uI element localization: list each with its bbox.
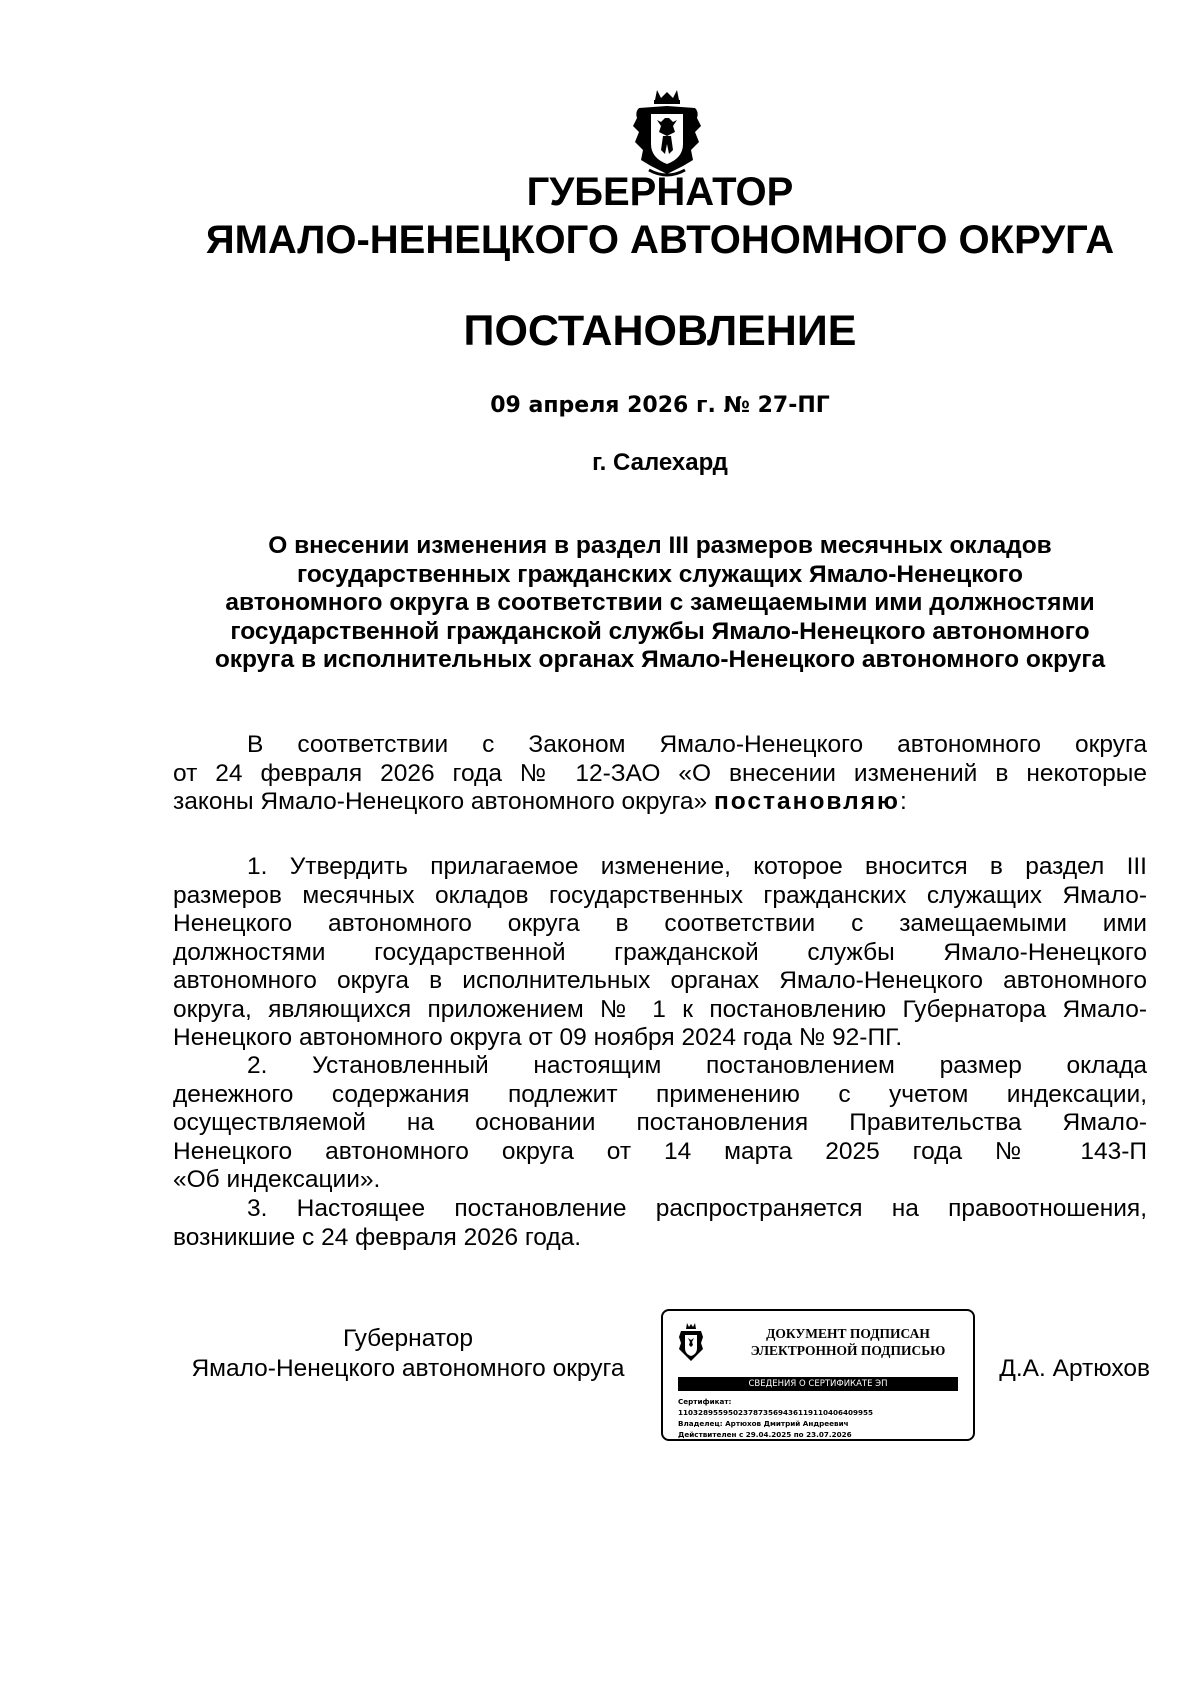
item-line: возникшие с 24 февраля 2026 года. [173, 1223, 582, 1251]
item-line: Ненецкого автономного округа в соответствии с замещаемыми ими [173, 910, 1147, 937]
item-line: денежного содержания подлежит применению с учетом индексации, [173, 1080, 1147, 1108]
electronic-signature-stamp [661, 1309, 975, 1441]
item-line: размеров месячных окладов государственных гражданских служащих Ямало- [173, 881, 1147, 909]
preamble-line: В соответствии с Законом Ямало-Ненецкого автономного округа [247, 731, 1147, 758]
certificate-validity: Действителен с 29.04.2025 по 23.07.2026 [678, 1430, 852, 1439]
item-line: Ненецкого автономного округа от 09 ноября 2024 года № 92-ПГ. [173, 1024, 903, 1051]
stamp-certificate-details [678, 1396, 968, 1440]
signatory-position [173, 1324, 643, 1384]
stamp-heading-line1: ДОКУМЕНТ ПОДПИСАН [766, 1326, 930, 1341]
title-line: государственных гражданских служащих Ямало-Ненецкого [297, 560, 1023, 588]
item-line: 1. Утвердить прилагаемое изменение, которое вносится в раздел III [247, 853, 1147, 880]
coat-of-arms-icon [629, 84, 705, 180]
preamble-line: от 24 февраля 2026 года № 12-ЗАО «О внесении изменений в некоторые [173, 759, 1147, 787]
preamble-line [173, 788, 1147, 817]
authority-title-line2: ЯМАЛО-НЕНЕЦКОГО АВТОНОМНОГО ОКРУГА [205, 218, 1115, 262]
title-line: О внесении изменения в раздел III размеров месячных окладов [268, 532, 1052, 559]
signatory-position-line1: Губернатор [343, 1325, 473, 1352]
item-3-paragraph [173, 1195, 1147, 1252]
item-line: Ненецкого автономного округа от 14 марта 2025 года № 143-П [173, 1137, 1147, 1165]
item-line: автономного округа в исполнительных органах Ямало-Ненецкого автономного [173, 967, 1147, 994]
document-city: г. Салехард [592, 449, 728, 476]
signatory-position-line2: Ямало-Ненецкого автономного округа [191, 1355, 625, 1382]
certificate-number: 110328955950237873569436119110406409955 [678, 1408, 874, 1417]
preamble-text: законы Ямало-Ненецкого автономного округа» [173, 788, 708, 815]
item-1-paragraph [173, 853, 1147, 1053]
stamp-heading-line2: ЭЛЕКТРОННОЙ ПОДПИСЬЮ [750, 1343, 946, 1358]
authority-title-line1: ГУБЕРНАТОР [526, 170, 794, 214]
preamble-colon: : [899, 788, 907, 815]
item-2-paragraph [173, 1052, 1147, 1195]
item-line: округа, являющихся приложением № 1 к постановлению Губернатора Ямало- [173, 995, 1147, 1023]
title-line: автономного округа в соответствии с замещаемыми ими должностями [225, 589, 1095, 616]
title-line: округа в исполнительных органах Ямало-Ненецкого автономного округа [214, 646, 1106, 673]
certificate-label: Сертификат: [678, 1397, 732, 1406]
certificate-owner: Владелец: Артюхов Дмитрий Андреевич [678, 1419, 849, 1428]
item-line: 2. Установленный настоящим постановлением размер оклада [247, 1052, 1147, 1079]
signatory-name: Д.А. Артюхов [999, 1355, 1150, 1382]
stamp-certificate-bar: СВЕДЕНИЯ О СЕРТИФИКАТЕ ЭП [678, 1377, 958, 1391]
document-title [175, 532, 1145, 675]
item-line: должностями государственной гражданской службы Ямало-Ненецкого [173, 938, 1147, 966]
item-line: 3. Настоящее постановление распространяется на правоотношения, [247, 1195, 1147, 1222]
document-type: ПОСТАНОВЛЕНИЕ [463, 307, 857, 355]
document-date-number: 09 апреля 2026 г. № 27-ПГ [490, 393, 830, 418]
resolve-keyword: постановляю [713, 788, 900, 815]
title-line: государственной гражданской службы Ямало-Ненецкого автономного [230, 617, 1090, 645]
item-line: осуществляемой на основании постановления Правительства Ямало- [173, 1109, 1147, 1136]
coat-of-arms-icon [677, 1321, 705, 1363]
item-line: «Об индексации». [173, 1166, 381, 1193]
stamp-heading [723, 1325, 973, 1359]
preamble-paragraph [173, 731, 1147, 817]
